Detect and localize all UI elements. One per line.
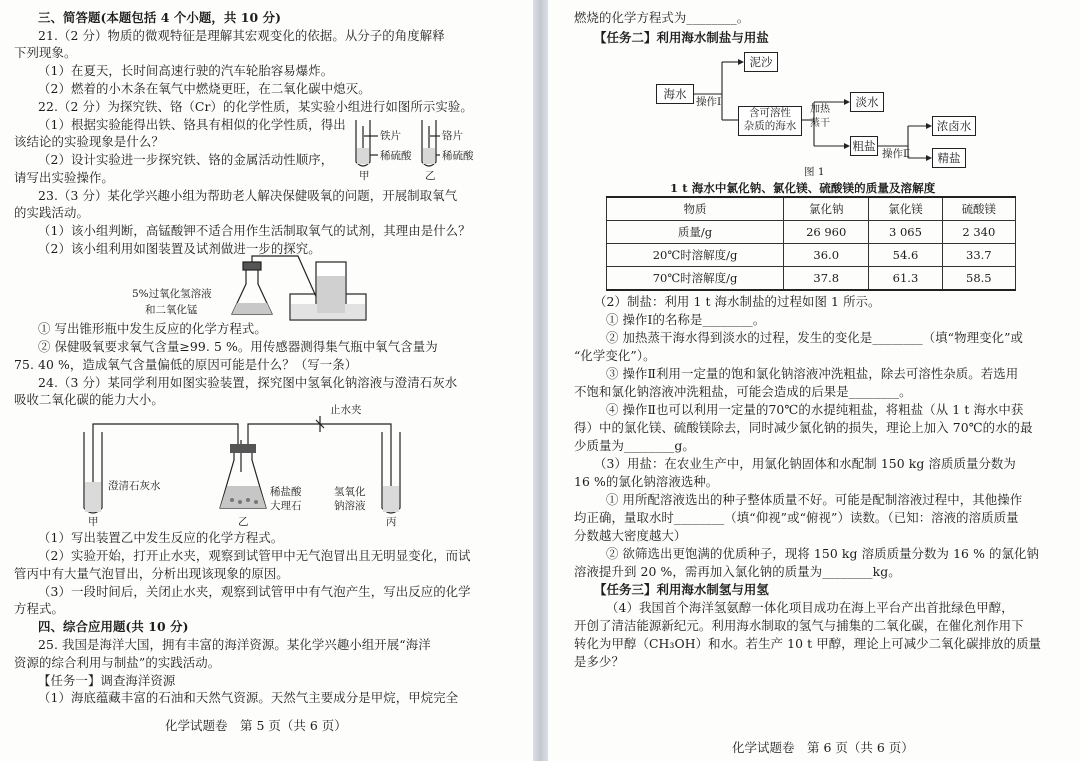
label-jia: 甲: [88, 516, 99, 528]
text-line: ① 操作Ⅰ的名称是________。: [606, 312, 766, 327]
table-cell: 氯化镁: [869, 197, 942, 221]
task-heading: 【任务三】利用海水制氢与用氢: [594, 582, 769, 597]
table-cell: 硫酸镁: [942, 197, 1015, 221]
text-line: （1）写出装置乙中发生反应的化学方程式。: [38, 530, 284, 545]
text-line: 少质量为________g。: [574, 438, 695, 453]
text-line: 吸收二氧化碳的能力大小。: [14, 392, 164, 407]
text-line: 资源的综合利用与制盐”的实践活动。: [14, 655, 221, 670]
page-footer: 化学试题卷 第 6 页（共 6 页）: [732, 740, 914, 755]
table-cell: 质量/g: [607, 221, 784, 244]
figure-caption: 图 1: [804, 166, 825, 178]
text-line: ④ 操作Ⅱ也可以利用一定量的70℃的水提纯粗盐，将粗盐（从 1 t 海水中获: [606, 402, 1024, 417]
text-line: 25. 我国是海洋大国，拥有丰富的海洋资源。某化学兴趣小组开展“海洋: [38, 637, 431, 652]
text-line: （4）我国首个海洋氢氨醇一体化项目成功在海上平台产出首批绿色甲醇，: [606, 600, 1014, 615]
node-crude-salt: 粗盐: [850, 136, 878, 156]
table-cell: 氯化钠: [784, 197, 869, 221]
table-cell: 36.0: [784, 244, 869, 267]
table-cell: 37.8: [784, 267, 869, 291]
text-line: 24.（3 分）某同学利用如图实验装置，探究图中氢氧化钠溶液与澄清石灰水: [38, 375, 458, 390]
label-evaporate: 蒸干: [810, 118, 830, 129]
text-line: （2）实验开始，打开止水夹，观察到试管甲中无气泡冒出且无明显变化，而试: [38, 548, 471, 563]
text-line: 【任务一】调查海洋资源: [38, 673, 176, 688]
table-cell: 33.7: [942, 244, 1015, 267]
text-line: （2）燃着的小木条在氧气中燃烧更旺，在二氧化碳中熄灭。: [38, 81, 371, 96]
text-line: ① 用所配溶液选出的种子整体质量不好。可能是配制溶液过程中，其他操作: [606, 492, 1023, 507]
text-line: （1）该小组判断，高锰酸钾不适合用作生活制取氧气的试剂，其理由是什么？: [38, 223, 471, 238]
table-header-row: [607, 197, 1016, 221]
node-refined-salt: 精盐: [932, 148, 966, 168]
table-row: [607, 244, 1016, 267]
table-row: [607, 221, 1016, 244]
table-cell: 26 960: [784, 221, 869, 244]
page-gutter: [533, 0, 548, 761]
label-clamp: 止水夹: [330, 404, 362, 416]
label-limewater: 澄清石灰水: [108, 480, 161, 492]
label-jia: 甲: [359, 170, 370, 182]
text-line: 23.（3 分）某化学兴趣小组为帮助老人解决保健吸氧的问题，开展制取氧气: [38, 188, 458, 203]
text-line: ① 写出锥形瓶中发生反应的化学方程式。: [38, 321, 267, 336]
table-cell: 54.6: [869, 244, 942, 267]
node-sand: 泥沙: [744, 52, 778, 72]
label-heat: 加热: [810, 104, 830, 115]
text-line: ② 欲筛选出更饱满的优质种子，现将 150 kg 溶质质量分数为 16 % 的氯化钠: [606, 546, 1039, 561]
text-line: 转化为甲醇（CH₃OH）和水。若生产 10 t 甲醇，理论上可减少二氧化碳排放的质量: [574, 636, 1042, 651]
node-seawater: 海水: [656, 84, 694, 104]
text-line: （2）设计实验进一步探究铁、铬的金属活动性顺序，: [38, 152, 334, 167]
exam-page-6: [548, 0, 1080, 761]
text-line: 下列现象。: [14, 45, 77, 60]
text-line: （1）根据实验能得出铁、铬具有相似的化学性质，得出: [38, 117, 346, 132]
label-yi: 乙: [425, 170, 436, 182]
text-line: ③ 操作Ⅱ利用一定量的饱和氯化钠溶液冲洗粗盐，除去可溶性杂质。若选用: [606, 366, 1019, 381]
table-cell: 61.3: [869, 267, 942, 291]
text-line: 22.（2 分）为探究铁、铬（Cr）的化学性质，某实验小组进行如图所示实验。: [38, 99, 473, 114]
label-bing: 丙: [386, 516, 397, 528]
task-heading: 【任务二】利用海水制盐与用盐: [594, 30, 769, 45]
node-fresh-water: 淡水: [850, 92, 884, 112]
text-line: ② 加热蒸干海水得到淡水的过程，发生的变化是________（填“物理变化”或: [606, 330, 1024, 345]
node-impure-seawater: 含可溶性 杂质的海水: [738, 106, 802, 136]
label-acid: 稀硫酸: [380, 150, 412, 162]
label-naoh: 氢氧化: [334, 486, 366, 498]
text-line: 的实践活动。: [14, 205, 89, 220]
text-line: 溶液提升到 20 %，需再加入氯化钠的质量为________kg。: [574, 564, 901, 579]
table-cell: 3 065: [869, 221, 942, 244]
text-line: 方程式。: [14, 601, 64, 616]
text-line: 燃烧的化学方程式为________。: [574, 10, 750, 25]
text-line: “化学变化”）。: [574, 348, 656, 363]
table-row: [607, 267, 1016, 291]
text-line: ② 保健吸氧要求氧气含量≥99. 5 %。用传感器测得集气瓶中氧气含量为: [38, 339, 438, 354]
table-cell: 58.5: [942, 267, 1015, 291]
label-hcl: 稀盐酸: [270, 486, 302, 498]
table-cell: 70℃时溶解度/g: [607, 267, 784, 291]
label-h2o2: 5%过氧化氢溶液: [132, 288, 212, 300]
text-line: 是多少？: [574, 654, 624, 669]
section-heading: 三、简答题(本题包括 4 个小题，共 10 分): [38, 10, 282, 25]
text-line: （2）该小组利用如图装置及试剂做进一步的探究。: [38, 241, 321, 256]
text-line: 开创了清洁能源新纪元。利用海水制取的氢气与捕集的二氧化碳，在催化剂作用下: [574, 618, 1024, 633]
section-heading: 四、综合应用题(共 10 分): [38, 619, 189, 634]
table-title: 1 t 海水中氯化钠、氯化镁、硫酸镁的质量及溶解度: [670, 181, 936, 195]
text-line: 分数越大密度越大）: [574, 528, 687, 543]
label-acid: 稀硫酸: [442, 150, 474, 162]
text-line: 管丙中有大量气泡冒出，分析出现该现象的原因。: [14, 566, 289, 581]
text-line: 得）中的氯化镁、硫酸镁除去，同时减少氯化钠的损失，理论上加入 70℃的水的最: [574, 420, 1033, 435]
label-chromium: 铬片: [442, 130, 463, 142]
text-line: 请写出实验操作。: [14, 170, 114, 185]
solubility-table: [606, 196, 1016, 291]
table-cell: 2 340: [942, 221, 1015, 244]
exam-page-5: [0, 0, 533, 761]
text-line: 不饱和氯化钠溶液冲洗粗盐，可能会造成的后果是________。: [574, 384, 912, 399]
text-line: 16 %的氯化钠溶液选种。: [574, 474, 719, 489]
text-line: 21.（2 分）物质的微观特征是理解其宏观变化的依据。从分子的角度解释: [38, 28, 445, 43]
text-line: 75. 40 %，造成氧气含量偏低的原因可能是什么？（写一条）: [14, 357, 358, 372]
text-line: 均正确，量取水时________（填“仰视”或“俯视”）读数。（已知：溶液的溶质质量: [574, 510, 1019, 525]
label-naoh: 钠溶液: [334, 500, 366, 512]
text-line: （2）制盐：利用 1 t 海水制盐的过程如图 1 所示。: [594, 294, 881, 309]
label-mno2: 和二氧化锰: [145, 304, 198, 316]
label-op2: 操作Ⅱ: [882, 148, 911, 160]
text-line: （3）用盐：在农业生产中，用氯化钠固体和水配制 150 kg 溶质质量分数为: [594, 456, 1016, 471]
label-op1: 操作Ⅰ: [696, 96, 722, 108]
text-line: （3）一段时间后，关闭止水夹，观察到试管甲中有气泡产生，写出反应的化学: [38, 584, 471, 599]
table-cell: 20℃时溶解度/g: [607, 244, 784, 267]
text-line: 该结论的实验现象是什么？: [14, 134, 164, 149]
page-footer: 化学试题卷 第 5 页（共 6 页）: [165, 718, 347, 733]
label-marble: 大理石: [270, 500, 302, 512]
node-brine: 浓卤水: [932, 116, 976, 136]
label-yi: 乙: [238, 516, 249, 528]
text-line: （1）海底蕴藏丰富的石油和天然气资源。天然气主要成分是甲烷，甲烷完全: [38, 690, 459, 705]
text-line: （1）在夏天，长时间高速行驶的汽车轮胎容易爆炸。: [38, 63, 334, 78]
label-iron: 铁片: [380, 130, 401, 142]
table-cell: 物质: [607, 197, 784, 221]
